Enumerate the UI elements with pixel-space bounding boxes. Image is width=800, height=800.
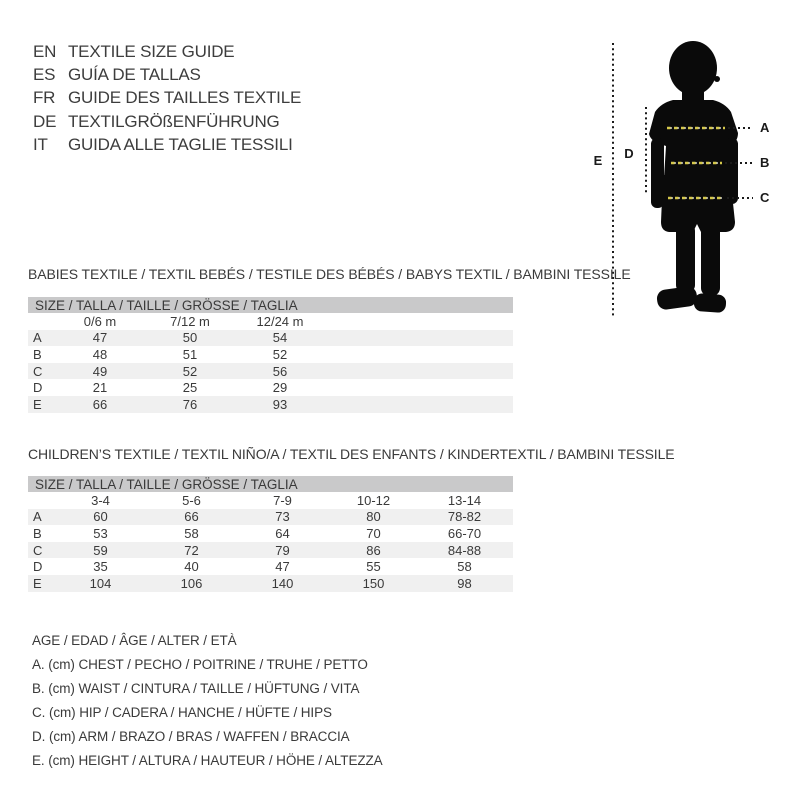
column-header: 5-6 — [182, 492, 201, 508]
language-code: FR — [33, 88, 56, 108]
cell-value: 66-70 — [447, 525, 482, 541]
language-label: GUIDE DES TAILLES TEXTILE — [68, 88, 302, 108]
cell-value: 150 — [362, 575, 385, 591]
row-label: E — [33, 396, 42, 412]
babies-size-table — [28, 297, 513, 413]
language-row — [33, 133, 301, 156]
cell-value: 80 — [366, 509, 381, 525]
cell-value: 64 — [275, 525, 290, 541]
column-header-row — [28, 492, 513, 509]
children-size-table — [28, 476, 513, 592]
cell-value: 56 — [272, 363, 288, 379]
cell-value: 50 — [182, 330, 198, 346]
language-label: GUÍA DE TALLAS — [68, 64, 201, 84]
row-label: C — [33, 542, 43, 558]
table-row — [28, 558, 513, 575]
language-row — [33, 63, 301, 86]
column-header: 13-14 — [447, 492, 482, 508]
row-label: E — [33, 575, 42, 591]
babies-size-header: SIZE / TALLA / TAILLE / GRÖSSE / TAGLIA — [28, 297, 513, 313]
cell-value: 106 — [180, 575, 203, 591]
table-body — [28, 509, 513, 592]
legend-line: B. (cm) WAIST / CINTURA / TAILLE / HÜFTUNG / VITA — [32, 680, 360, 696]
column-header: 3-4 — [91, 492, 110, 508]
cell-value: 58 — [184, 525, 199, 541]
table-row — [28, 542, 513, 559]
cell-value: 29 — [272, 380, 288, 396]
cell-value: 47 — [92, 330, 108, 346]
cell-value: 84-88 — [447, 542, 482, 558]
chest-label: A — [760, 120, 770, 135]
cell-value: 35 — [93, 559, 108, 575]
cell-value: 66 — [92, 396, 108, 412]
cell-value: 52 — [272, 346, 288, 362]
language-label: TEXTILGRÖßENFÜHRUNG — [68, 111, 280, 131]
table-row — [28, 330, 513, 347]
row-label: B — [33, 346, 42, 362]
legend-line: AGE / EDAD / ÂGE / ALTER / ETÀ — [32, 632, 237, 648]
cell-value: 52 — [182, 363, 198, 379]
legend-line: D. (cm) ARM / BRAZO / BRAS / WAFFEN / BRACCIA — [32, 728, 350, 744]
cell-value: 51 — [182, 346, 198, 362]
legend-line: E. (cm) HEIGHT / ALTURA / HAUTEUR / HÖHE / ALTEZZA — [32, 752, 383, 768]
cell-value: 21 — [92, 380, 108, 396]
cell-value: 40 — [184, 559, 199, 575]
children-size-header: SIZE / TALLA / TAILLE / GRÖSSE / TAGLIA — [28, 476, 513, 492]
legend-line: A. (cm) CHEST / PECHO / POITRINE / TRUHE / PETTO — [32, 656, 368, 672]
table-row — [28, 396, 513, 413]
cell-value: 55 — [366, 559, 381, 575]
language-label: TEXTILE SIZE GUIDE — [68, 41, 235, 61]
cell-value: 60 — [93, 509, 108, 525]
cell-value: 140 — [271, 575, 294, 591]
cell-value: 86 — [366, 542, 381, 558]
legend-list — [32, 628, 383, 772]
column-header: 12/24 m — [256, 313, 304, 329]
table-row — [28, 363, 513, 380]
cell-value: 49 — [92, 363, 108, 379]
table-row — [28, 575, 513, 592]
babies-section-title: BABIES TEXTILE / TEXTIL BEBÉS / TESTILE DES BÉBÉS / BABYS TEXTIL / BAMBINI TESSILE — [28, 266, 631, 282]
cell-value: 78-82 — [447, 509, 482, 525]
column-header: 7-9 — [273, 492, 292, 508]
row-label: C — [33, 363, 43, 379]
cell-value: 98 — [457, 575, 472, 591]
cell-value: 93 — [272, 396, 288, 412]
column-header: 0/6 m — [83, 313, 117, 329]
column-header-row — [28, 313, 513, 330]
cell-value: 76 — [182, 396, 198, 412]
cell-value: 73 — [275, 509, 290, 525]
height-label: E — [593, 153, 603, 168]
row-label: B — [33, 525, 42, 541]
column-header: 7/12 m — [170, 313, 210, 329]
child-silhouette-icon — [649, 41, 738, 313]
cell-value: 79 — [275, 542, 290, 558]
cell-value: 66 — [184, 509, 199, 525]
table-row — [28, 525, 513, 542]
language-code: DE — [33, 111, 57, 131]
cell-value: 54 — [272, 330, 288, 346]
language-row — [33, 87, 301, 110]
language-label: GUIDA ALLE TAGLIE TESSILI — [68, 134, 293, 154]
row-label: D — [33, 380, 43, 396]
table-row — [28, 509, 513, 526]
row-label: D — [33, 559, 43, 575]
language-code: EN — [33, 41, 57, 61]
cell-value: 70 — [366, 525, 381, 541]
cell-value: 53 — [93, 525, 108, 541]
cell-value: 47 — [275, 559, 290, 575]
waist-label: B — [760, 155, 770, 170]
cell-value: 48 — [92, 346, 108, 362]
hip-label: C — [760, 190, 770, 205]
row-label: A — [33, 330, 42, 346]
cell-value: 25 — [182, 380, 198, 396]
language-list — [33, 40, 301, 156]
table-row — [28, 379, 513, 396]
cell-value: 59 — [93, 542, 108, 558]
table-body — [28, 330, 513, 413]
row-label: A — [33, 509, 42, 525]
children-section-title: CHILDREN’S TEXTILE / TEXTIL NIÑO/A / TEXTIL DES ENFANTS / KINDERTEXTIL / BAMBINI TESSILE — [28, 446, 675, 462]
column-header: 10-12 — [356, 492, 391, 508]
table-row — [28, 346, 513, 363]
language-row — [33, 110, 301, 133]
cell-value: 104 — [89, 575, 112, 591]
language-code: IT — [33, 134, 48, 154]
arm-label: D — [624, 146, 634, 161]
cell-value: 72 — [184, 542, 199, 558]
language-code: ES — [33, 64, 56, 84]
legend-line: C. (cm) HIP / CADERA / HANCHE / HÜFTE / HIPS — [32, 704, 332, 720]
language-row — [33, 40, 301, 63]
cell-value: 58 — [457, 559, 472, 575]
